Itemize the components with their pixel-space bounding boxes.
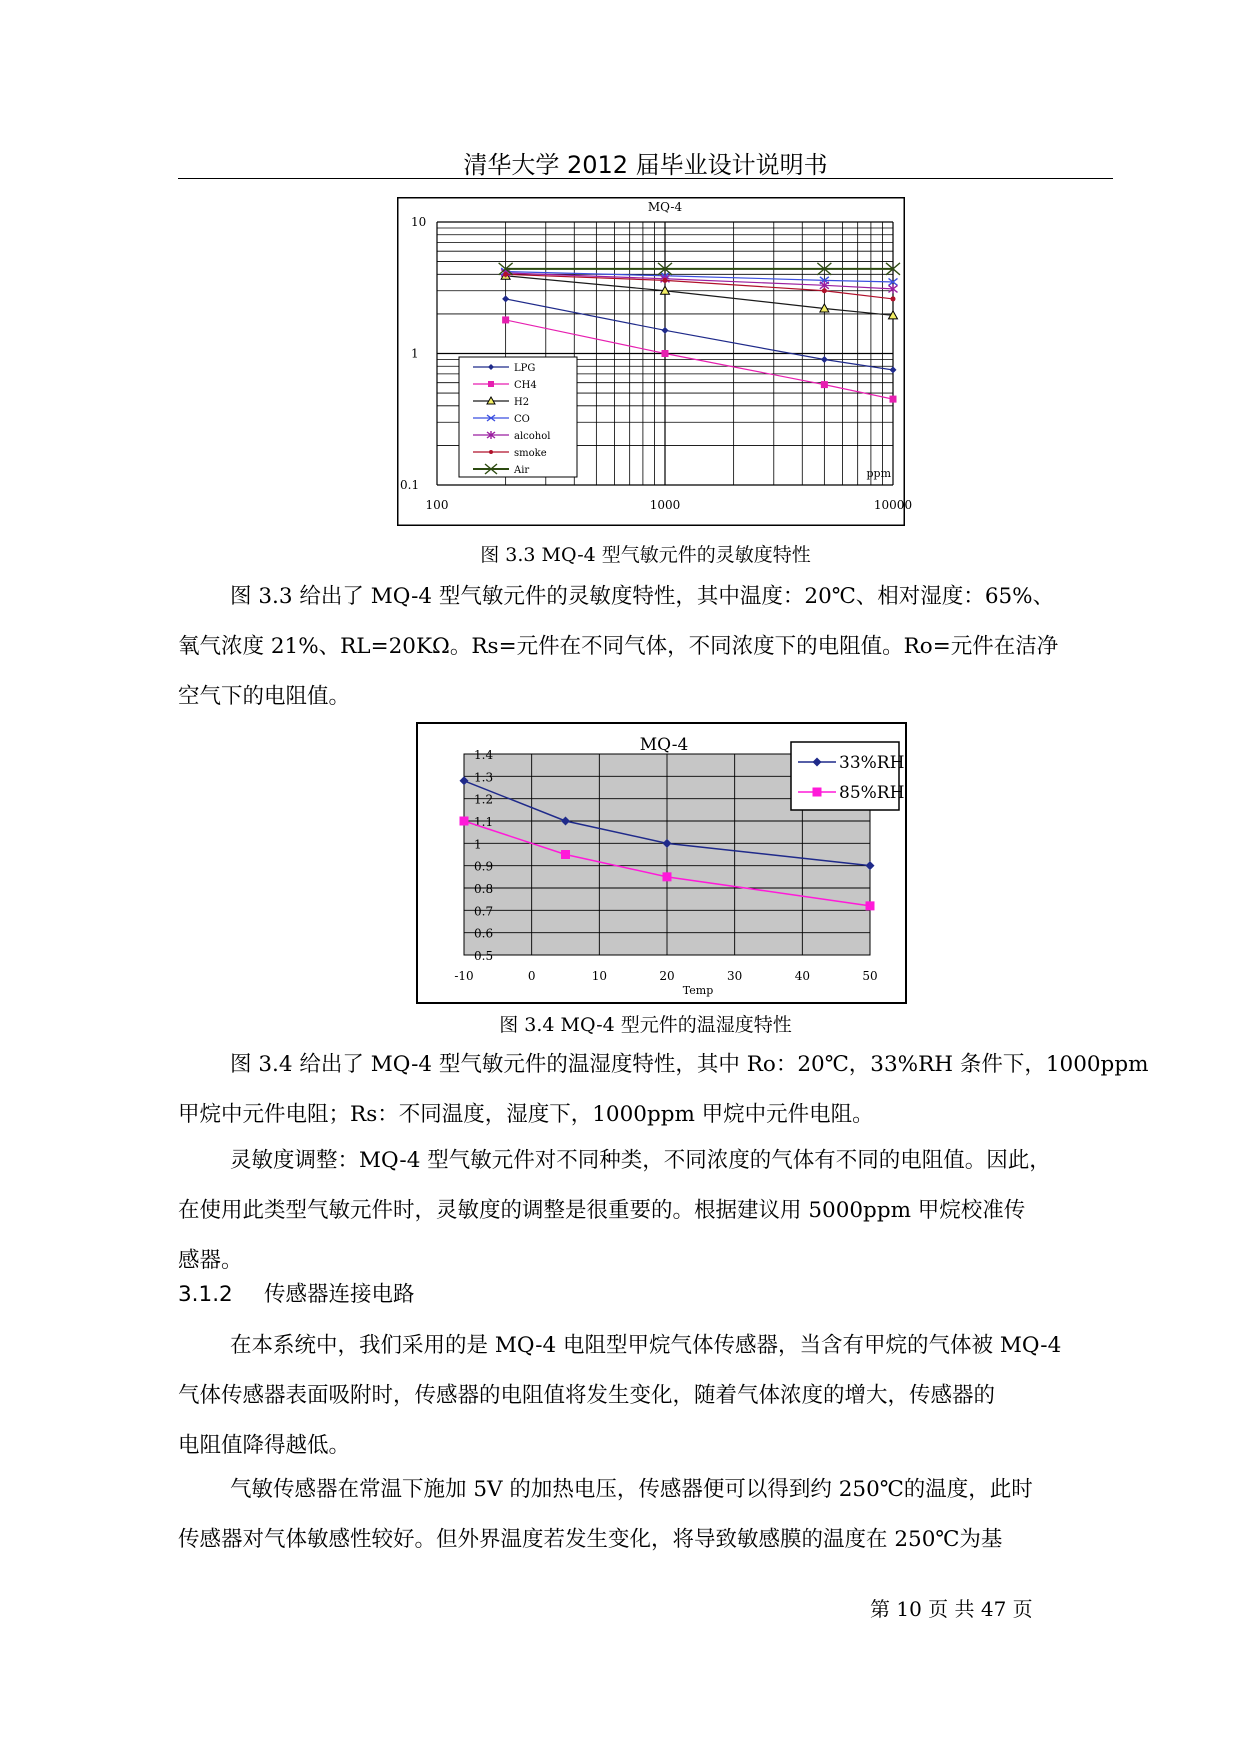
paragraph-2 xyxy=(178,1040,1149,1140)
x-axis-label: Temp xyxy=(682,984,714,997)
section-title: 传感器连接电路 xyxy=(264,1282,415,1307)
legend-label: Air xyxy=(514,465,530,476)
y-tick-label: 0.9 xyxy=(474,859,494,874)
figure-3-4-caption: 图 3.4 MQ-4 型元件的温湿度特性 xyxy=(499,1014,792,1036)
data-point-marker xyxy=(890,396,897,403)
x-unit-label: ppm xyxy=(866,467,891,480)
y-tick-label: 1.2 xyxy=(474,792,494,807)
data-point-marker xyxy=(488,381,494,387)
legend-label: CO xyxy=(514,414,530,425)
paragraph-line: 在使用此类型气敏元件时，灵敏度的调整是很重要的。根据建议用 5000ppm 甲烷校准传 xyxy=(178,1198,1026,1223)
paragraph-line: 电阻值降得越低。 xyxy=(178,1433,351,1458)
y-tick-label: 0.6 xyxy=(474,926,494,941)
legend-label: alcohol xyxy=(514,431,551,442)
paragraph-line: 灵敏度调整：MQ-4 型气敏元件对不同种类，不同浓度的气体有不同的电阻值。因此， xyxy=(230,1148,1051,1173)
x-tick-label: 20 xyxy=(659,969,675,983)
y-tick-label: 0.8 xyxy=(474,882,494,896)
y-tick-label: 0.1 xyxy=(400,478,420,492)
paragraph-line: 在本系统中，我们采用的是 MQ-4 电阻型甲烷气体传感器，当含有甲烷的气体被 MQ-4 xyxy=(230,1333,1062,1358)
chart-legend xyxy=(459,357,577,477)
x-tick-label: -10 xyxy=(454,969,474,983)
data-point-marker xyxy=(460,817,469,826)
legend-label: 85%RH xyxy=(839,783,905,803)
page-header-title: 清华大学 2012 届毕业设计说明书 xyxy=(463,151,828,179)
paragraph-line: 图 3.4 给出了 MQ-4 型气敏元件的温湿度特性，其中 Ro：20℃，33%RH 条件下，1000ppm xyxy=(230,1052,1149,1077)
section-heading xyxy=(178,1280,415,1310)
data-point-marker xyxy=(662,350,669,357)
data-point-marker xyxy=(891,296,896,301)
legend-label: LPG xyxy=(514,363,536,374)
data-point-marker xyxy=(663,872,672,881)
header-rule xyxy=(178,178,1113,179)
figure-3-3-chart xyxy=(397,197,913,526)
x-tick-label: 100 xyxy=(425,498,449,512)
paragraph-1 xyxy=(178,572,1113,722)
data-point-marker xyxy=(822,288,827,293)
data-point-marker xyxy=(663,278,668,283)
figure-3-3-caption: 图 3.3 MQ-4 型气敏元件的灵敏度特性 xyxy=(480,544,811,566)
paragraph-3 xyxy=(178,1136,1113,1286)
chart-title: MQ-4 xyxy=(647,200,683,214)
y-tick-label: 0.7 xyxy=(474,904,494,919)
x-tick-label: 10 xyxy=(591,969,607,983)
x-tick-label: 50 xyxy=(862,969,878,983)
chart-legend xyxy=(791,742,904,810)
paragraph-line: 甲烷中元件电阻；Rs：不同温度，湿度下，1000ppm 甲烷中元件电阻。 xyxy=(178,1102,874,1127)
legend-label: CH4 xyxy=(514,380,537,391)
data-point-marker xyxy=(489,450,493,454)
y-tick-label: 1 xyxy=(411,346,419,361)
y-tick-label: 1 xyxy=(474,837,482,852)
paragraph-line: 传感器对气体敏感性较好。但外界温度若发生变化，将导致敏感膜的温度在 250℃为基 xyxy=(178,1527,1003,1552)
paragraph-line: 气敏传感器在常温下施加 5V 的加热电压，传感器便可以得到约 250℃的温度，此时 xyxy=(230,1477,1033,1502)
data-point-marker xyxy=(821,381,828,388)
page-footer: 第 10 页 共 47 页 xyxy=(870,1597,1033,1621)
x-tick-label: 10000 xyxy=(873,498,913,512)
paragraph-line: 氧气浓度 21%、RL=20KΩ。Rs=元件在不同气体，不同浓度下的电阻值。Ro=元件在洁净 xyxy=(178,634,1059,659)
x-tick-label: 0 xyxy=(527,969,536,983)
y-tick-label: 10 xyxy=(411,215,427,229)
figure-3-4-chart xyxy=(416,722,907,1004)
paragraph-line: 图 3.3 给出了 MQ-4 型气敏元件的灵敏度特性，其中温度：20℃、相对湿度：65%、 xyxy=(230,584,1055,609)
paragraph-line: 感器。 xyxy=(178,1248,243,1273)
legend-label: 33%RH xyxy=(839,753,905,773)
data-point-marker xyxy=(813,788,822,797)
paragraph-line: 气体传感器表面吸附时，传感器的电阻值将发生变化，随着气体浓度的增大，传感器的 xyxy=(178,1383,996,1408)
legend-label: H2 xyxy=(514,397,530,408)
paragraph-4 xyxy=(178,1321,1113,1471)
x-tick-label: 1000 xyxy=(649,498,681,512)
paragraph-line: 空气下的电阻值。 xyxy=(178,684,351,709)
x-tick-label: 40 xyxy=(794,969,810,983)
section-number: 3.1.2 xyxy=(178,1282,233,1307)
y-tick-label: 1.4 xyxy=(474,748,494,762)
data-point-marker xyxy=(502,316,509,323)
data-point-marker xyxy=(503,272,508,277)
y-tick-label: 1.3 xyxy=(474,770,494,785)
y-tick-label: 0.5 xyxy=(474,949,494,963)
legend-label: smoke xyxy=(514,448,547,459)
y-tick-label: 1.1 xyxy=(474,815,494,829)
chart-title: MQ-4 xyxy=(639,735,689,755)
data-point-marker xyxy=(561,850,570,859)
data-point-marker xyxy=(866,901,875,910)
paragraph-5 xyxy=(178,1465,1113,1565)
x-tick-label: 30 xyxy=(727,969,743,983)
